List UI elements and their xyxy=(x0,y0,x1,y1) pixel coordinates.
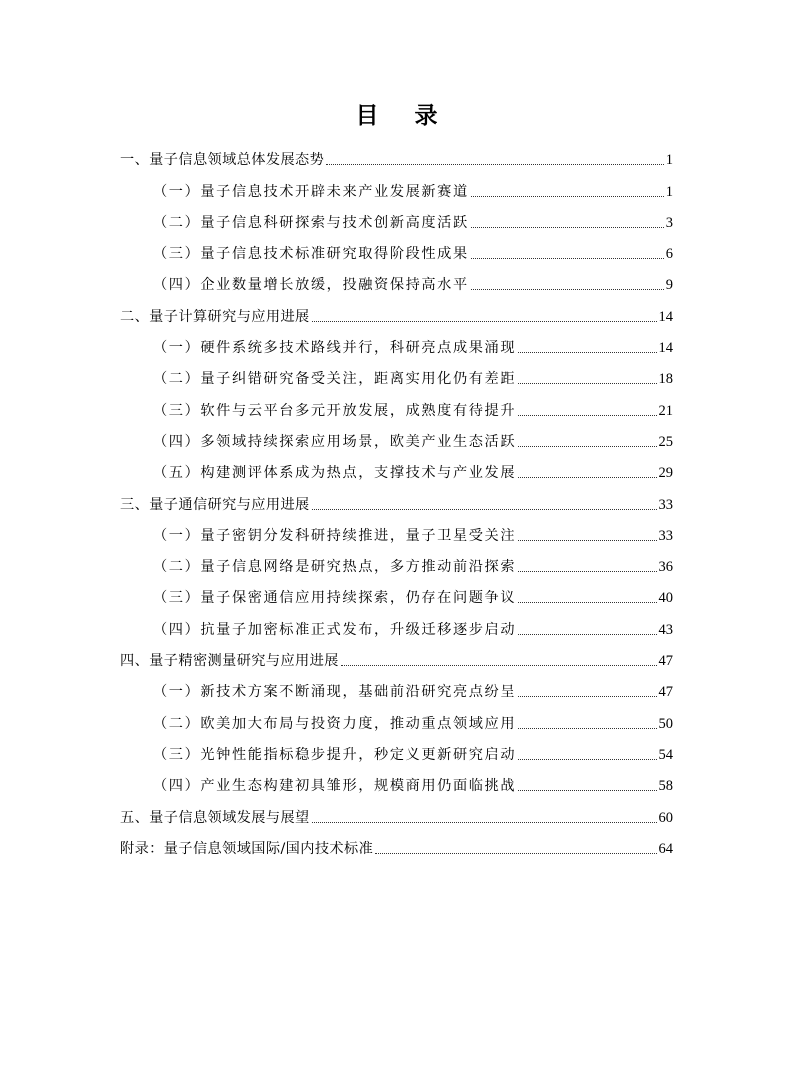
toc-entry-label: （一）量子信息技术开辟未来产业发展新赛道 xyxy=(153,183,469,200)
toc-leader xyxy=(518,790,656,791)
toc-leader xyxy=(518,759,656,760)
toc-entry[interactable] xyxy=(120,264,673,295)
toc-entry[interactable] xyxy=(120,577,673,608)
toc-entry-label: （四）产业生态构建初具雏形，规模商用仍面临挑战 xyxy=(153,778,517,795)
toc-entry[interactable] xyxy=(120,170,673,201)
toc-entry-label: （五）构建测评体系成为热点，支撑技术与产业发展 xyxy=(153,465,517,482)
toc-leader xyxy=(518,728,656,729)
toc-entry-page: 60 xyxy=(658,809,673,826)
toc-entry-label: （三）量子保密通信应用持续探索，仍存在问题争议 xyxy=(153,590,517,607)
toc-leader xyxy=(312,509,657,510)
toc-entry[interactable] xyxy=(120,546,673,577)
toc-entry-label: （一）量子密钥分发科研持续推进，量子卫星受关注 xyxy=(153,527,517,544)
toc-entry-page: 58 xyxy=(658,778,673,795)
toc-entry-page: 29 xyxy=(658,465,673,482)
toc-entry-label: （二）量子纠错研究备受关注，距离实用化仍有差距 xyxy=(153,371,517,388)
toc-entry[interactable] xyxy=(120,295,673,326)
toc-leader xyxy=(471,258,664,259)
toc-entry[interactable] xyxy=(120,515,673,546)
toc-entry[interactable] xyxy=(120,483,673,514)
toc-leader xyxy=(326,164,664,165)
toc-entry-page: 9 xyxy=(665,277,673,294)
toc-entry-page: 1 xyxy=(665,183,673,200)
toc-entry-page: 47 xyxy=(658,684,673,701)
toc-leader xyxy=(471,227,664,228)
toc-entry[interactable] xyxy=(120,389,673,420)
toc-entry[interactable] xyxy=(120,139,673,170)
toc-entry-page: 43 xyxy=(658,621,673,638)
toc-entry[interactable] xyxy=(120,796,673,827)
toc-entry-label: （四）抗量子加密标准正式发布，升级迁移逐步启动 xyxy=(153,621,517,638)
toc-entry[interactable] xyxy=(120,828,673,859)
toc-leader xyxy=(518,540,656,541)
toc-leader xyxy=(518,352,656,353)
toc-leader xyxy=(518,383,656,384)
page-title: 目 录 xyxy=(355,103,452,129)
toc-entry[interactable] xyxy=(120,233,673,264)
toc-entry-label: （四）企业数量增长放缓，投融资保持高水平 xyxy=(153,277,469,294)
toc-entry-label: （三）光钟性能指标稳步提升，秒定义更新研究启动 xyxy=(153,746,517,763)
toc-entry-page: 21 xyxy=(658,402,673,419)
toc-entry-label: （三）量子信息技术标准研究取得阶段性成果 xyxy=(153,246,469,263)
toc-entry-page: 64 xyxy=(658,840,673,857)
toc-entry[interactable] xyxy=(120,421,673,452)
toc-entry-page: 18 xyxy=(658,371,673,388)
toc-entry[interactable] xyxy=(120,765,673,796)
toc-entry-label: 一、量子信息领域总体发展态势 xyxy=(120,152,325,169)
toc-entry-page: 33 xyxy=(658,527,673,544)
toc-entry[interactable] xyxy=(120,452,673,483)
toc-leader xyxy=(375,853,656,854)
toc-entry-label: （四）多领域持续探索应用场景，欧美产业生态活跃 xyxy=(153,433,517,450)
toc-entry-label: （一）硬件系统多技术路线并行，科研亮点成果涌现 xyxy=(153,340,517,357)
toc-entry[interactable] xyxy=(120,202,673,233)
toc-entry-page: 50 xyxy=(658,715,673,732)
toc-entry[interactable] xyxy=(120,671,673,702)
toc-leader xyxy=(518,602,656,603)
toc-entry-label: （三）软件与云平台多元开放发展，成熟度有待提升 xyxy=(153,402,517,419)
toc-entry-page: 3 xyxy=(665,214,673,231)
toc-leader xyxy=(341,665,657,666)
toc-entry[interactable] xyxy=(120,608,673,639)
toc-leader xyxy=(518,634,656,635)
toc-leader xyxy=(518,477,656,478)
toc-entry-page: 6 xyxy=(665,246,673,263)
toc-leader xyxy=(518,696,656,697)
toc-entry-label: （二）欧美加大布局与投资力度，推动重点领域应用 xyxy=(153,715,517,732)
table-of-contents xyxy=(120,139,673,859)
toc-leader xyxy=(471,289,664,290)
toc-entry[interactable] xyxy=(120,734,673,765)
toc-entry[interactable] xyxy=(120,702,673,733)
toc-entry-label: （二）量子信息网络是研究热点，多方推动前沿探索 xyxy=(153,559,517,576)
toc-entry-page: 40 xyxy=(658,590,673,607)
toc-entry-label: 四、量子精密测量研究与应用进展 xyxy=(120,653,339,670)
toc-entry-label: 附录：量子信息领域国际/国内技术标准 xyxy=(120,840,374,857)
toc-leader xyxy=(312,321,657,322)
toc-entry-label: 三、量子通信研究与应用进展 xyxy=(120,496,310,513)
toc-leader xyxy=(518,415,656,416)
toc-entry-label: （二）量子信息科研探索与技术创新高度活跃 xyxy=(153,214,469,231)
toc-leader xyxy=(518,571,656,572)
toc-entry-page: 47 xyxy=(658,653,673,670)
toc-entry-page: 25 xyxy=(658,433,673,450)
toc-entry-page: 33 xyxy=(658,496,673,513)
toc-leader xyxy=(312,822,657,823)
toc-entry-page: 14 xyxy=(658,340,673,357)
toc-leader xyxy=(518,446,656,447)
toc-entry-page: 1 xyxy=(665,152,673,169)
toc-entry-label: 五、量子信息领域发展与展望 xyxy=(120,809,310,826)
toc-leader xyxy=(471,196,664,197)
toc-entry-page: 54 xyxy=(658,746,673,763)
toc-entry-page: 36 xyxy=(658,559,673,576)
toc-entry-label: 二、量子计算研究与应用进展 xyxy=(120,308,310,325)
toc-entry-label: （一）新技术方案不断涌现，基础前沿研究亮点纷呈 xyxy=(153,684,517,701)
toc-entry[interactable] xyxy=(120,640,673,671)
toc-entry[interactable] xyxy=(120,358,673,389)
toc-entry[interactable] xyxy=(120,327,673,358)
toc-entry-page: 14 xyxy=(658,308,673,325)
